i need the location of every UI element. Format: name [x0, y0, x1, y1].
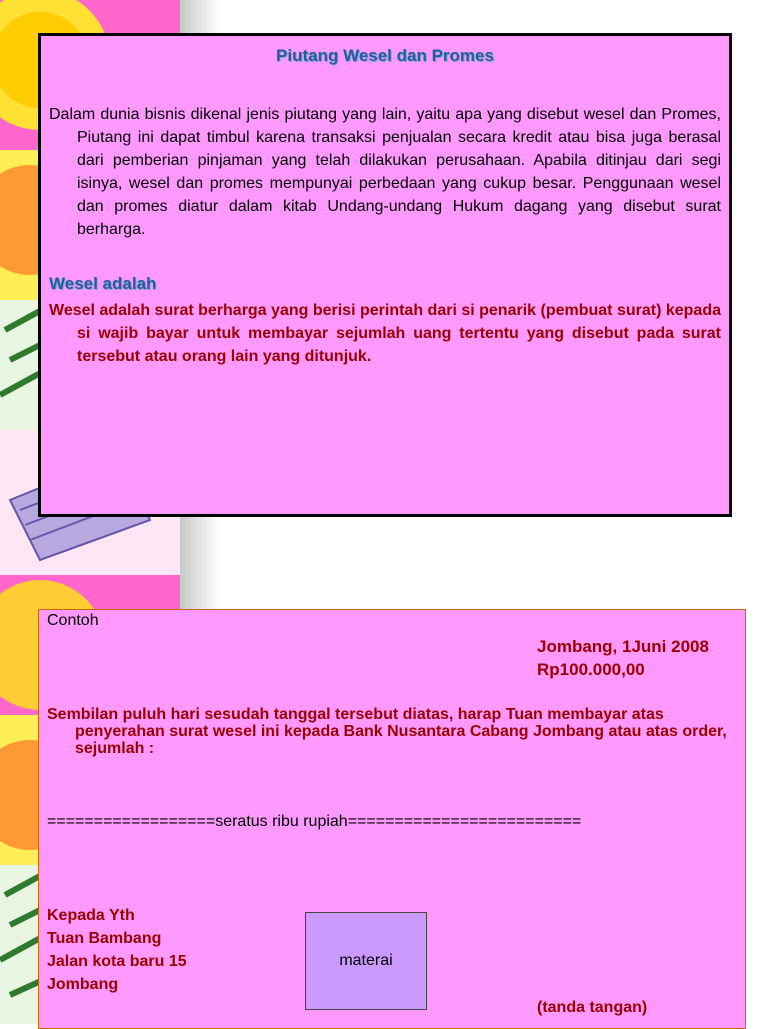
- wesel-definition: Wesel adalah surat berharga yang berisi perintah dari si penarik (pembuat surat) kepada si wajib bayar untuk membayar sejumlah uang tertentu yang disebut pada surat tersebut atau orang lain yang ditunjuk.: [49, 302, 721, 365]
- amount-figure: Rp100.000,00: [537, 660, 645, 679]
- stamp-box: [305, 912, 427, 1010]
- amount-in-words: ==================seratus ribu rupiah=========================: [47, 813, 582, 830]
- signature-line: (tanda tangan): [537, 999, 648, 1016]
- address-line: Kepada Yth: [47, 907, 135, 924]
- intro-paragraph: Dalam dunia bisnis dikenal jenis piutang yang lain, yaitu apa yang disebut wesel dan Promes, Piutang ini dapat timbul karena transaksi penjualan secara kredit atau bisa juga berasal dari pemberian pinjaman yang telah dilakukan perusahaan. Apabila ditinjau dari segi isinya, wesel dan promes mempunyai perbedaan yang cukup besar. Penggunaan wesel dan promes diatur dalam kitab Undang-undang Hukum dagang yang disebut surat berharga.: [49, 106, 721, 238]
- address-line: Jalan kota baru 15: [47, 953, 187, 970]
- slide-piutang-wesel: [38, 33, 732, 517]
- recipient-address: [47, 904, 187, 996]
- slide-title: Piutang Wesel dan Promes: [276, 46, 494, 65]
- address-line: Jombang: [47, 976, 119, 993]
- slide-contoh-wesel: [38, 609, 746, 1029]
- place-date-amount: [537, 635, 709, 681]
- place-date: Jombang, 1Juni 2008: [537, 637, 709, 656]
- payment-instruction: Sembilan puluh hari sesudah tanggal tersebut diatas, harap Tuan membayar atas penyerahan surat wesel ini kepada Bank Nusantara Cabang Jombang atau atas order, sejumlah :: [47, 706, 727, 757]
- address-line: Tuan Bambang: [47, 930, 162, 947]
- stamp-label: materai: [339, 952, 393, 969]
- example-label: Contoh: [47, 612, 99, 629]
- wesel-subheading: Wesel adalah: [49, 274, 157, 293]
